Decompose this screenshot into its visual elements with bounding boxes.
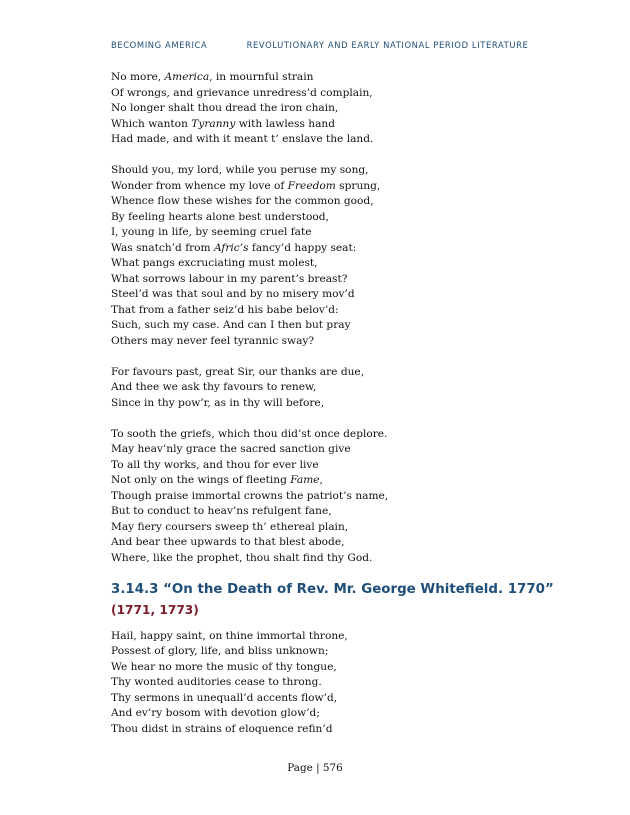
line-segment: What pangs excruciating must molest, xyxy=(111,257,318,269)
line-segment: fancy’d happy seat: xyxy=(248,241,357,254)
poem-line xyxy=(111,132,531,148)
line-segment: Should you, my lord, while you peruse my song, xyxy=(111,164,369,176)
line-segment: By feeling hearts alone best understood, xyxy=(111,210,329,223)
line-segment: , xyxy=(319,474,323,486)
line-segment: Since in thy pow’r, as in thy will before, xyxy=(111,396,325,409)
poem-line xyxy=(111,365,531,381)
poem-line xyxy=(111,520,531,536)
line-segment: Such, such my case. And can I then but pray xyxy=(111,319,351,331)
stanza xyxy=(111,70,531,148)
poem-line xyxy=(111,117,531,133)
running-header xyxy=(111,40,528,50)
line-segment: Tyranny xyxy=(191,117,236,130)
poem-line xyxy=(111,163,531,179)
page-footer xyxy=(0,762,630,774)
poem-line xyxy=(111,380,531,396)
poem-line xyxy=(111,644,531,660)
poem-line xyxy=(111,551,531,567)
header-book-title: BECOMING AMERICA xyxy=(111,40,208,50)
poem-whitefield xyxy=(111,629,531,738)
line-segment: Others may never feel tyrannic sway? xyxy=(111,334,315,347)
poem-line xyxy=(111,535,531,551)
line-segment: We hear no more the music of thy tongue, xyxy=(111,660,337,673)
poem-line xyxy=(111,442,531,458)
line-segment: sprung, xyxy=(335,179,381,192)
line-segment: I, young in life, by seeming cruel fate xyxy=(111,226,312,238)
poem-line xyxy=(111,256,531,272)
line-segment: Fame xyxy=(290,474,320,486)
poem-line xyxy=(111,427,531,443)
line-segment: No more, xyxy=(111,71,165,83)
line-segment: Steel’d was that soul and by no misery mov’d xyxy=(111,288,355,300)
line-segment: Freedom xyxy=(287,179,336,192)
line-segment: But to conduct to heav’ns refulgent fane, xyxy=(111,505,332,517)
stanza xyxy=(111,163,531,349)
poem-line xyxy=(111,210,531,226)
line-segment: And ev’ry bosom with devotion glow’d; xyxy=(111,707,320,719)
poem-line xyxy=(111,194,531,210)
poem-line xyxy=(111,287,531,303)
line-segment: Afric’s xyxy=(213,241,249,254)
poem-line xyxy=(111,722,531,738)
stanza xyxy=(111,427,531,567)
line-segment: Though praise immortal crowns the patriot’s name, xyxy=(111,489,389,502)
line-segment: Wonder from whence my love of xyxy=(111,179,288,192)
line-segment: To all thy works, and thou for ever live xyxy=(111,458,319,471)
line-segment: Thy wonted auditories cease to throng. xyxy=(111,676,322,688)
poem-line xyxy=(111,489,531,505)
line-segment: , in mournful strain xyxy=(209,71,314,83)
line-segment: May fiery coursers sweep th’ ethereal plain, xyxy=(111,520,349,533)
line-segment: Thou didst in strains of eloquence refin’d xyxy=(111,722,333,735)
poem-line xyxy=(111,629,531,645)
poem-line xyxy=(111,225,531,241)
line-segment: What sorrows labour in my parent’s breast? xyxy=(111,272,348,285)
poem-line xyxy=(111,101,531,117)
line-segment: To sooth the griefs, which thou did’st once deplore. xyxy=(111,427,388,440)
poem-line xyxy=(111,303,531,319)
line-segment: Possest of glory, life, and bliss unknown; xyxy=(111,645,329,657)
poem-line xyxy=(111,458,531,474)
line-segment: May heav’nly grace the sacred sanction give xyxy=(111,443,351,455)
page-body xyxy=(111,70,554,753)
line-segment: No longer shalt thou dread the iron chain, xyxy=(111,102,339,114)
line-segment: For favours past, great Sir, our thanks are due, xyxy=(111,365,365,378)
poem-line xyxy=(111,70,531,86)
line-segment: America xyxy=(164,71,210,83)
poem-line xyxy=(111,179,531,195)
poem-line xyxy=(111,86,531,102)
section-heading: 3.14.3 “On the Death of Rev. Mr. George Whitefield. 1770” xyxy=(111,581,554,597)
page-number: Page | 576 xyxy=(287,762,343,774)
line-segment: Had made, and with it meant t’ enslave the land. xyxy=(111,133,374,145)
poem-line xyxy=(111,334,531,350)
section-dates: (1771, 1773) xyxy=(111,603,199,617)
poem-line xyxy=(111,473,531,489)
line-segment: Which wanton xyxy=(111,117,192,130)
stanza xyxy=(111,629,531,738)
poem-line xyxy=(111,660,531,676)
poem-line xyxy=(111,706,531,722)
poem-line xyxy=(111,318,531,334)
line-segment: And thee we ask thy favours to renew, xyxy=(111,381,317,393)
line-segment: Where, like the prophet, thou shalt find thy God. xyxy=(111,551,373,564)
poem-line xyxy=(111,504,531,520)
poem-line xyxy=(111,396,531,412)
line-segment: Was snatch’d from xyxy=(111,241,214,254)
header-section-title: REVOLUTIONARY AND EARLY NATIONAL PERIOD LITERATURE xyxy=(246,40,529,50)
poem-line xyxy=(111,241,531,257)
poem-excerpt xyxy=(111,70,531,566)
line-segment: Of wrongs, and grievance unredress’d complain, xyxy=(111,86,373,99)
poem-line xyxy=(111,691,531,707)
poem-line xyxy=(111,675,531,691)
line-segment: Whence flow these wishes for the common good, xyxy=(111,195,374,207)
line-segment: And bear thee upwards to that blest abode, xyxy=(111,536,345,548)
stanza xyxy=(111,365,531,412)
line-segment: Thy sermons in unequall’d accents flow’d, xyxy=(111,691,338,704)
line-segment: Not only on the wings of fleeting xyxy=(111,474,291,486)
line-segment: That from a father seiz’d his babe belov’d: xyxy=(111,303,339,316)
poem-line xyxy=(111,272,531,288)
line-segment: Hail, happy saint, on thine immortal throne, xyxy=(111,629,348,642)
line-segment: with lawless hand xyxy=(235,117,336,130)
